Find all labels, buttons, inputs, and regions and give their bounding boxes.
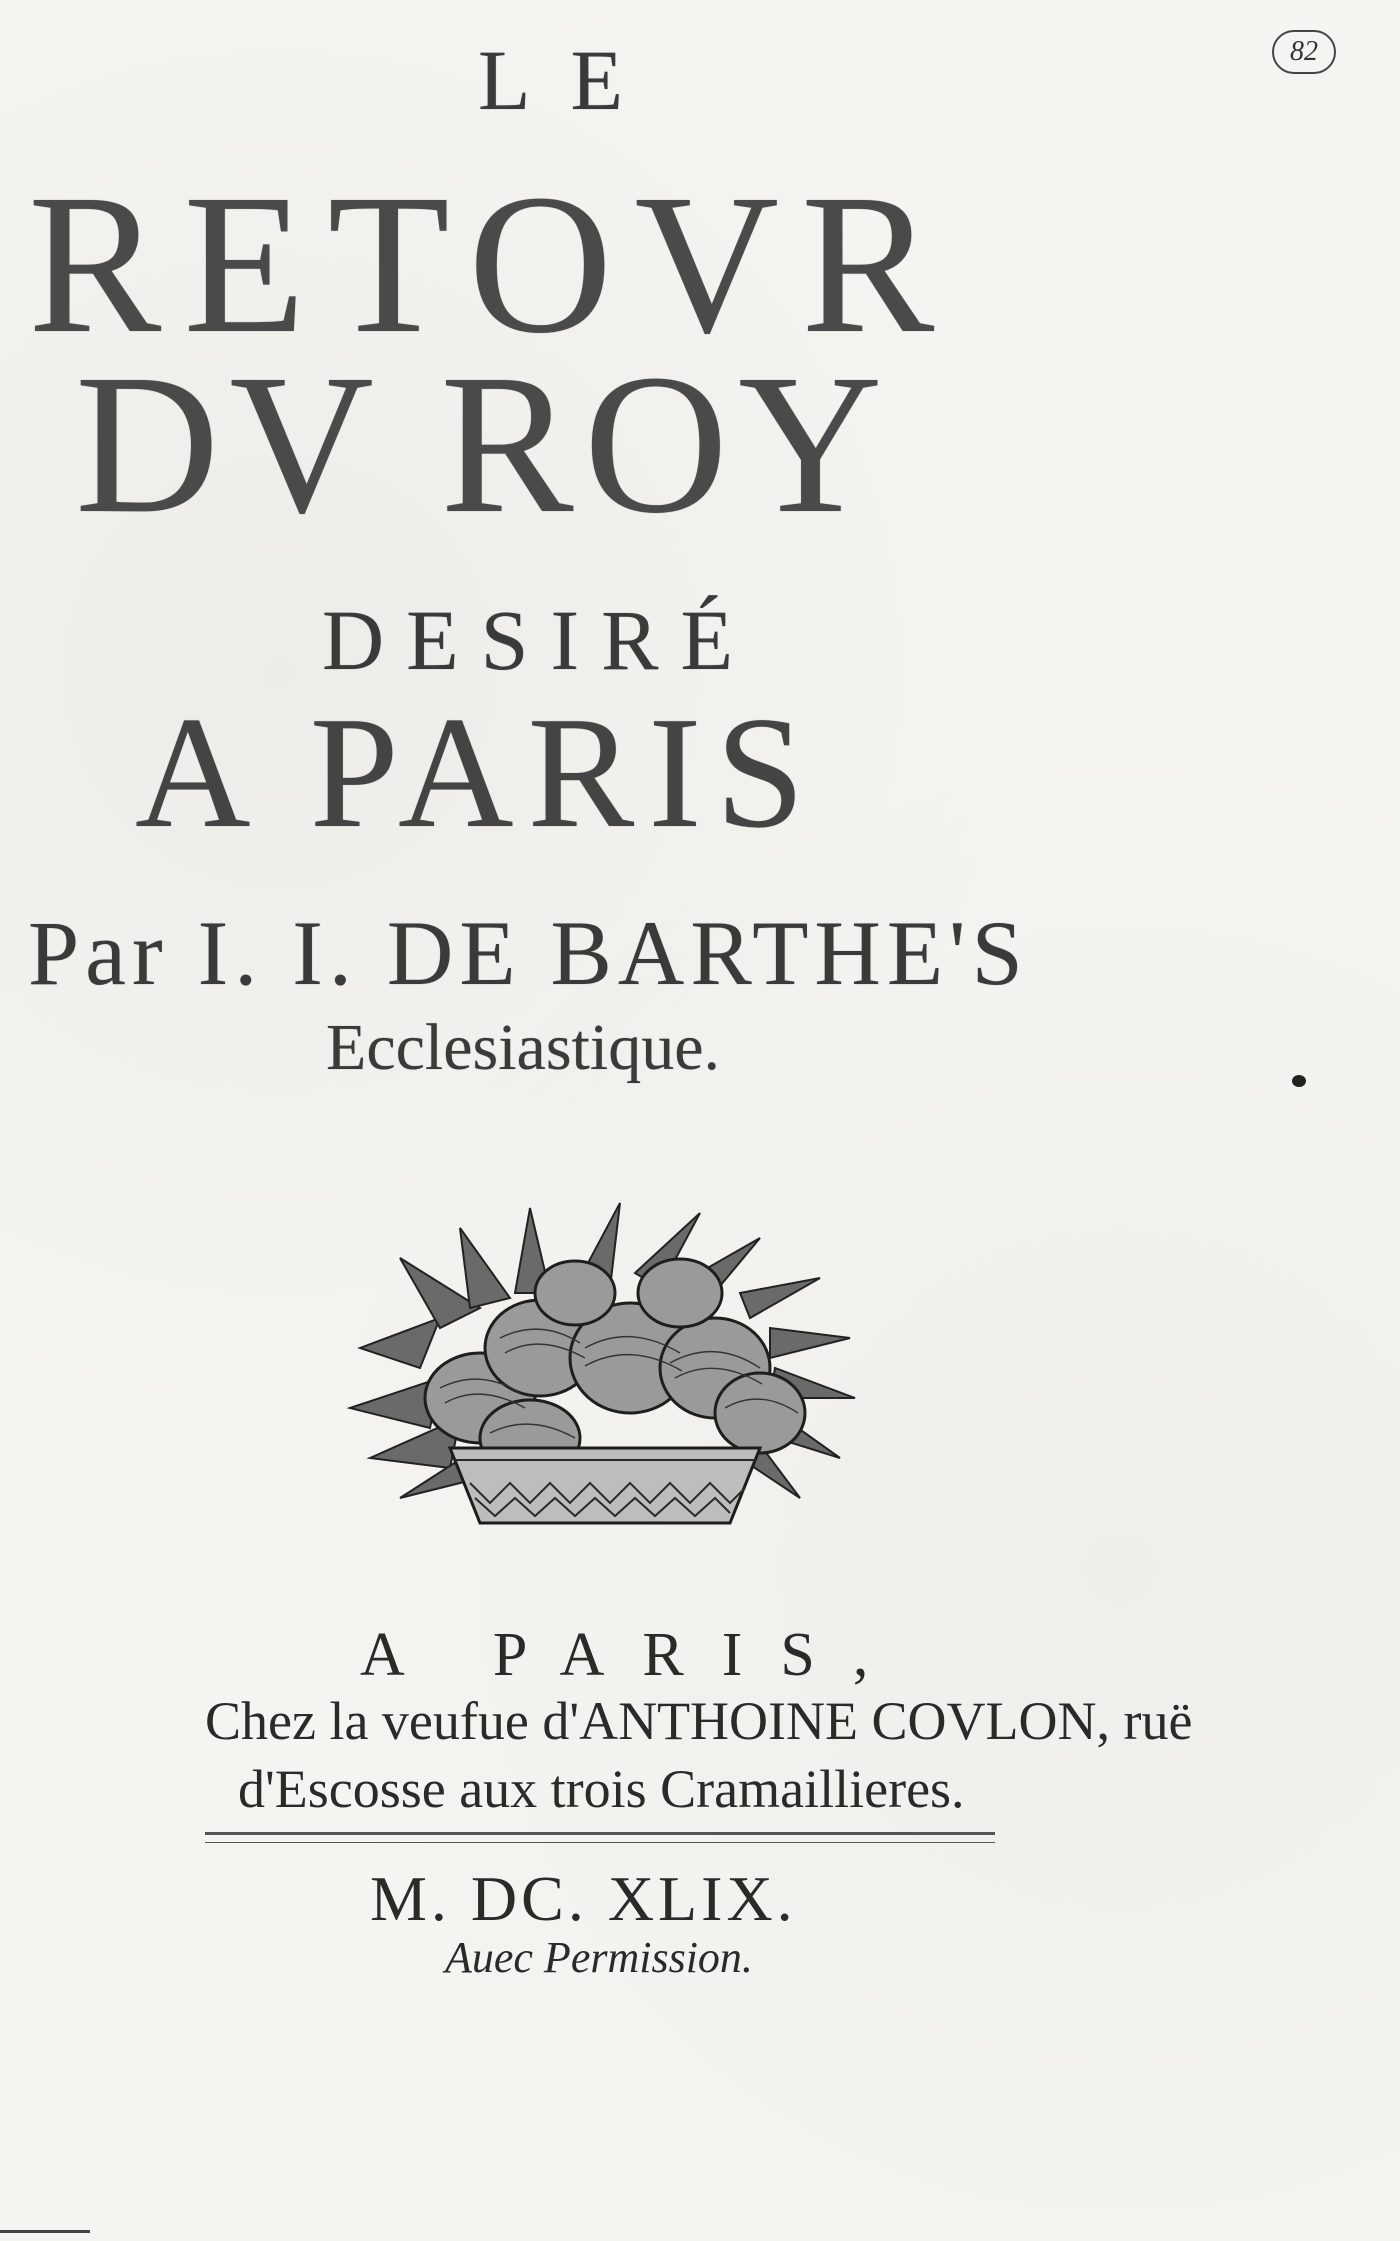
title-du-roy: DV ROY <box>75 334 893 555</box>
ink-speck <box>1292 1075 1306 1087</box>
permission-note: Auec Permission. <box>445 1933 753 1982</box>
imprint-city: A PARIS, <box>360 1621 907 1689</box>
imprint-publisher-line: Chez la veufue d'ANTHOINE COVLON, ruë <box>205 1691 1193 1751</box>
publication-year: M. DC. XLIX. <box>370 1863 797 1934</box>
title-desire: DESIRÉ <box>322 592 755 688</box>
folio-number: 82 <box>1272 30 1336 74</box>
divider-rule <box>205 1832 995 1835</box>
divider-rule-thin <box>205 1842 995 1843</box>
title-article: LE <box>478 32 664 128</box>
fruit-basket-icon <box>330 1198 870 1528</box>
title-a-paris: A PARIS <box>135 683 819 861</box>
imprint-address-line: d'Escosse aux trois Cramaillieres. <box>238 1759 965 1819</box>
edge-mark <box>0 2230 90 2233</box>
author-line: Par I. I. DE BARTHE'S <box>28 902 1029 1004</box>
title-retour: RETOVR <box>28 154 957 375</box>
author-role: Ecclesiastique. <box>326 1011 721 1084</box>
